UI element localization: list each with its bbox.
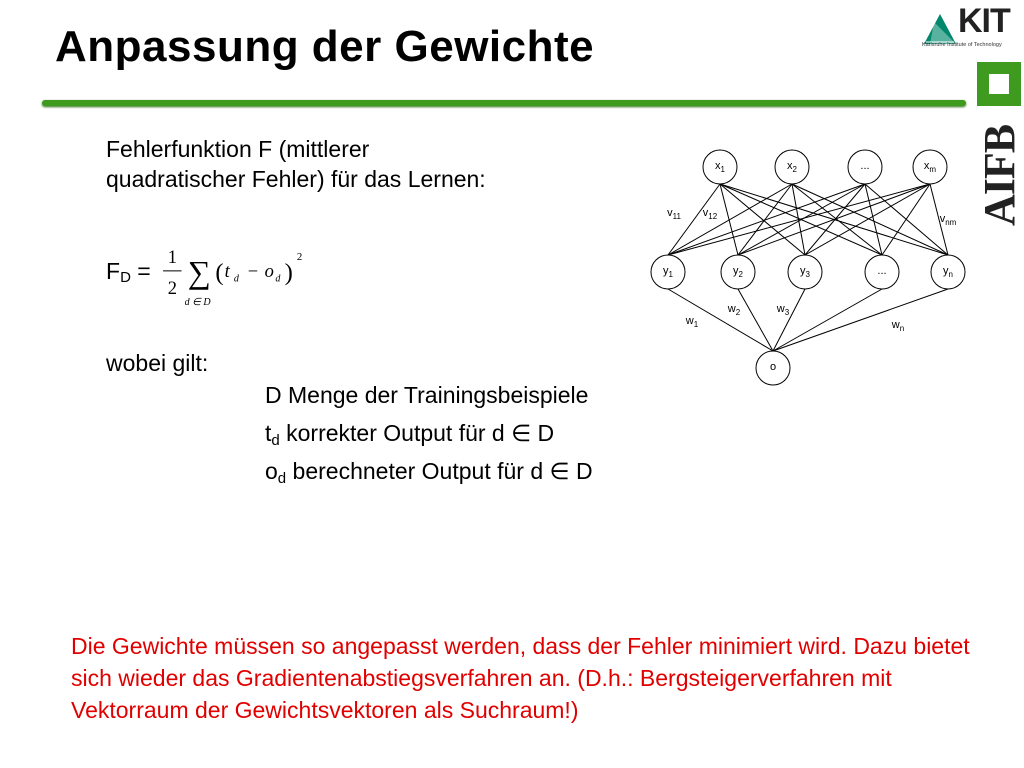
close-paren: )	[284, 259, 293, 287]
title-divider	[42, 100, 966, 106]
hidden-node-label: $y_1$	[663, 265, 673, 279]
formula-o: o	[264, 261, 274, 282]
formula-minus: −	[247, 261, 259, 282]
w-weight-label: $w_3$	[776, 303, 790, 317]
weight-edge-v	[668, 184, 930, 255]
intro-text	[106, 134, 486, 194]
weight-edge-v	[668, 184, 792, 255]
weight-edge-w	[738, 289, 773, 351]
formula-t-sub: d	[233, 273, 239, 285]
input-node-label: ...	[860, 160, 870, 172]
kit-subtitle: Karlsruhe Institute of Technology	[922, 42, 1002, 48]
formula-equals: =	[137, 258, 151, 284]
output-node-label: o	[769, 361, 777, 373]
formula-lhs	[106, 258, 151, 286]
input-node-label: $x_1$	[715, 160, 725, 174]
fraction-denominator: 2	[167, 278, 177, 298]
w-weight-label: $w_1$	[685, 315, 699, 329]
sum-symbol: ∑	[187, 254, 211, 291]
weight-edge-w	[773, 289, 948, 351]
wobei-label: wobei gilt:	[106, 350, 209, 376]
v-weight-label: $v_{nm}$	[939, 213, 957, 227]
weight-edge-v	[792, 184, 948, 255]
formula-f: F	[106, 258, 121, 284]
hidden-node-label: $y_2$	[733, 265, 743, 279]
note-text: Die Gewichte müssen so angepasst werden, dass der Fehler minimiert wird. Dazu bietet sich wieder das Gradientenabstiegsverfahren an. (D.h.: Bergsteigerverfahren mit Vektorraum der Gewichtsvektoren als Suchraum!)	[71, 633, 970, 723]
input-node-label: $x_m$	[923, 160, 937, 174]
hidden-node-label: ...	[877, 265, 887, 277]
intro-line-1: Fehlerfunktion F (mittlerer	[106, 136, 370, 162]
formula-o-sub: d	[275, 273, 281, 285]
hidden-node-label: $y_n$	[943, 265, 953, 279]
hidden-node-label: $y_3$	[800, 265, 810, 279]
aifb-wordmark: AIFB	[975, 124, 1024, 226]
v-weight-label: $v_{12}$	[702, 207, 718, 221]
open-paren: (	[215, 259, 224, 287]
input-node-label: $x_2$	[787, 160, 797, 174]
v-weight-label: $v_{11}$	[667, 207, 681, 221]
network-diagram	[650, 140, 975, 390]
weight-edge-w	[668, 289, 773, 351]
error-formula	[160, 232, 360, 316]
weight-edge-v	[738, 184, 865, 255]
definition-item: D Menge der Trainingsbeispiele	[265, 382, 589, 408]
formula-f-sub: D	[120, 269, 131, 286]
kit-wordmark: KIT	[958, 2, 1010, 40]
definition-item: $o_d$ berechneter Output für d ∈ D	[265, 458, 593, 487]
w-weight-label: $w_2$	[727, 303, 741, 317]
definition-item: $t_d$ korrekter Output für d ∈ D	[265, 420, 555, 449]
intro-line-2: quadratischer Fehler) für das Lernen:	[106, 166, 486, 192]
formula-exponent: 2	[296, 251, 303, 264]
fraction-numerator: 1	[167, 247, 177, 268]
definition-list	[265, 380, 593, 494]
sum-index: d ∈ D	[184, 296, 211, 308]
slide-title: Anpassung der Gewichte	[55, 22, 595, 71]
weight-edge-v	[720, 184, 805, 255]
w-weight-label: $w_n$	[891, 319, 905, 333]
weight-edge-v	[738, 184, 792, 255]
formula-t: t	[224, 261, 230, 282]
